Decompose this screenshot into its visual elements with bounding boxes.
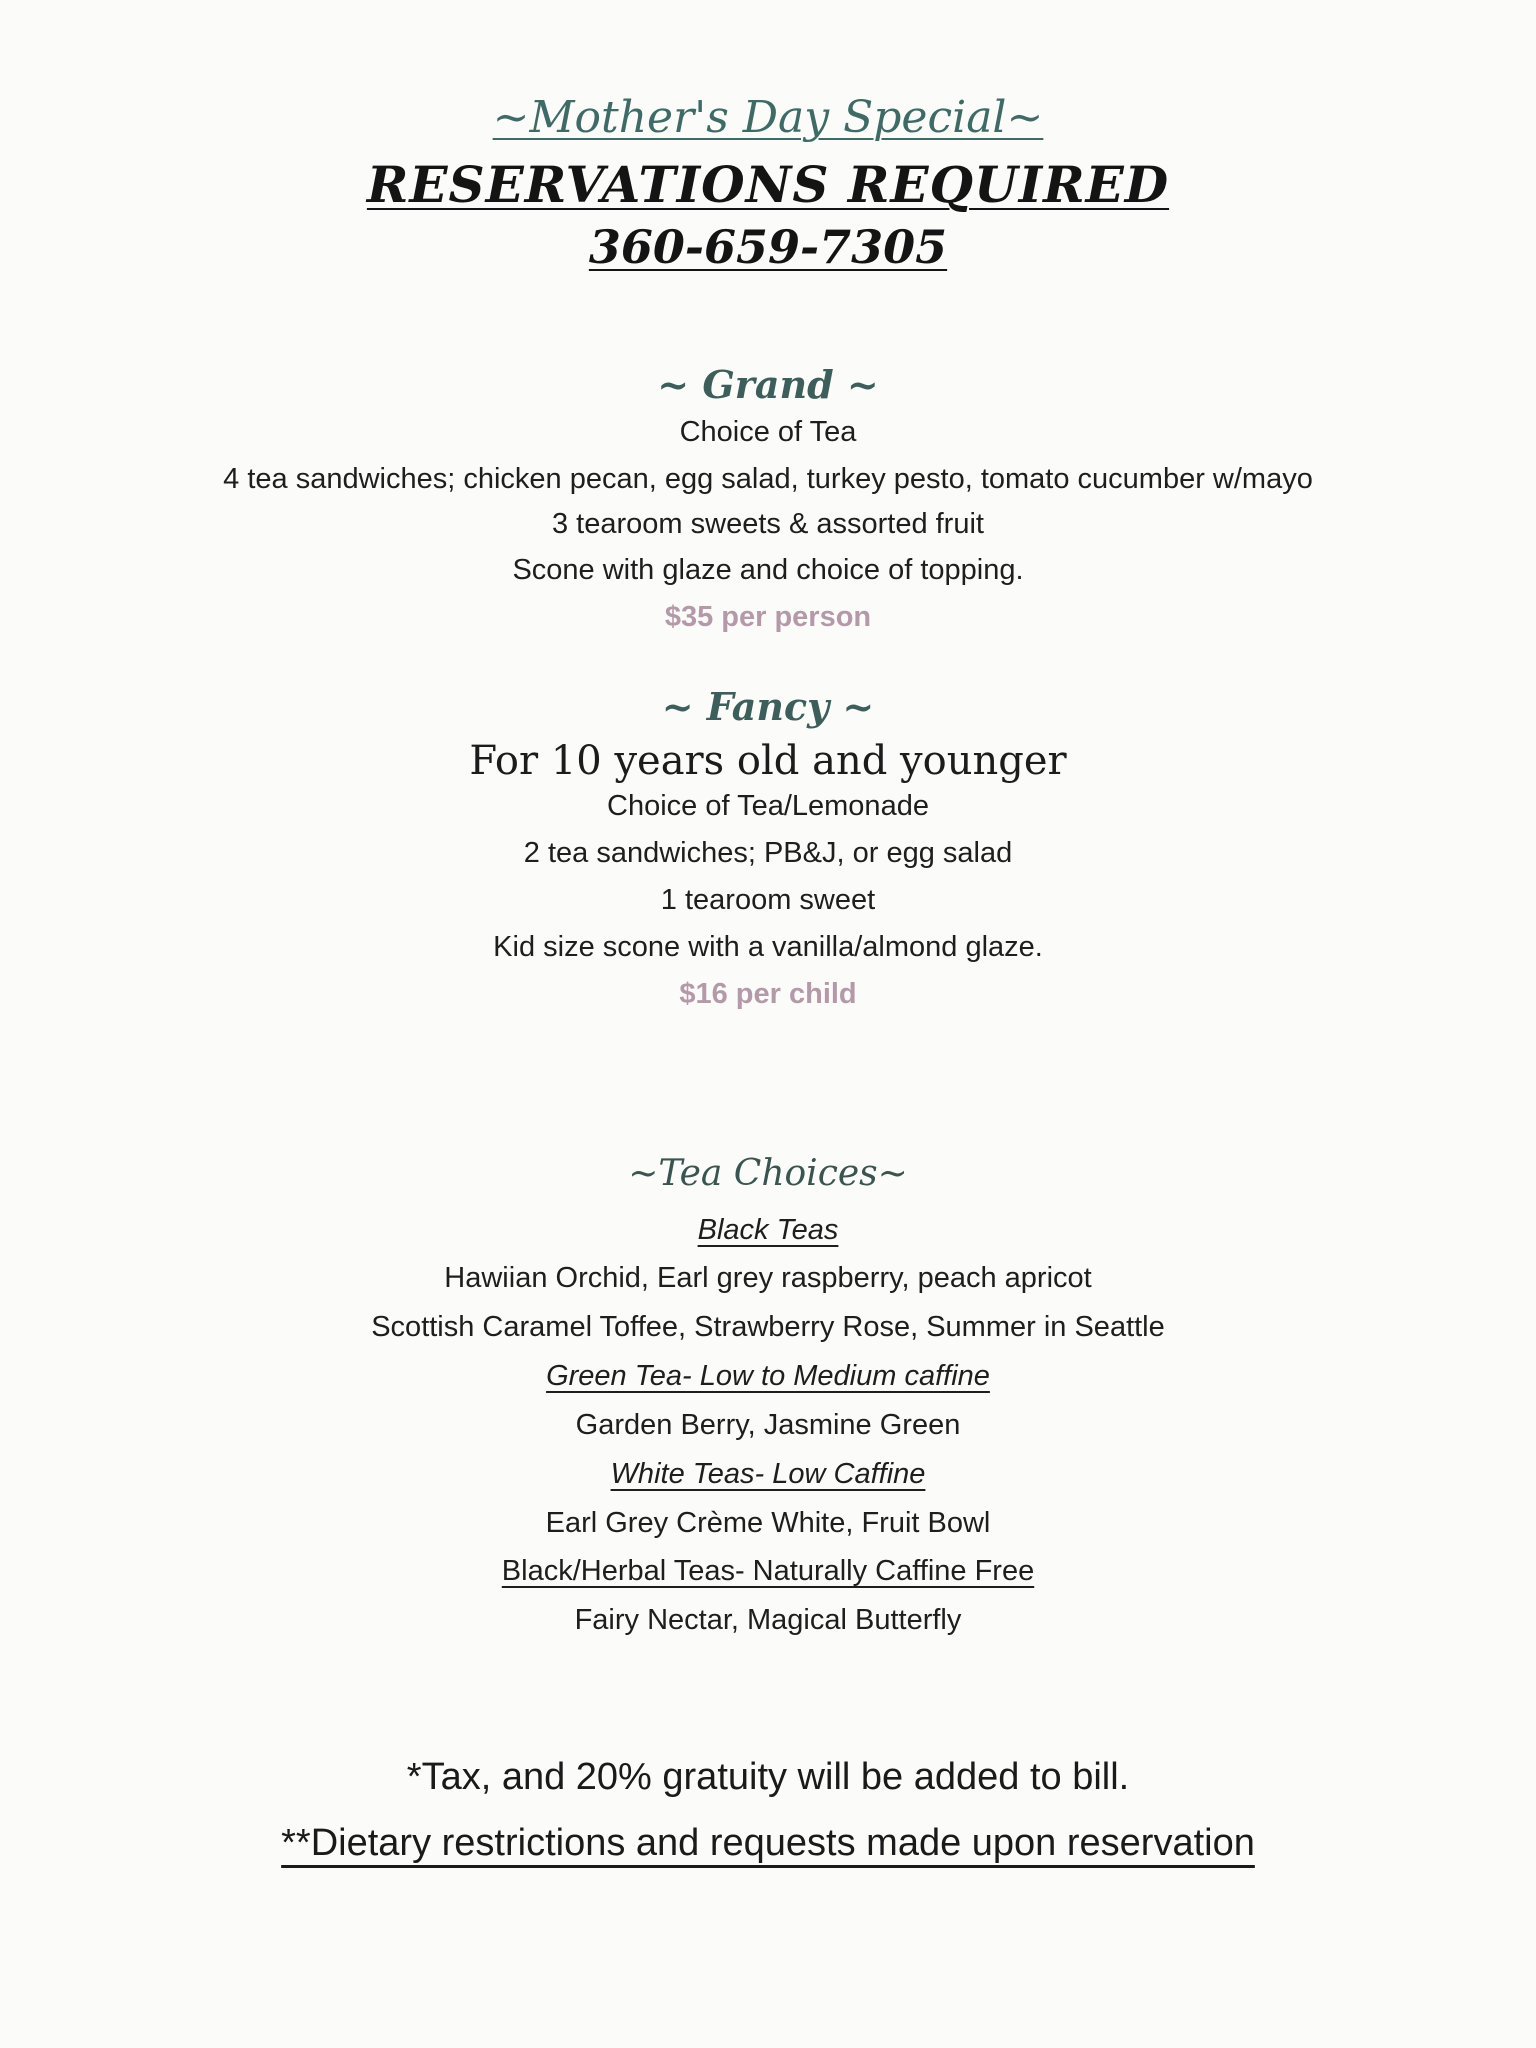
phone-number: 360-659-7305 — [588, 220, 948, 274]
grand-price: $35 per person — [664, 601, 872, 633]
grand-line-sweets: 3 tearoom sweets & assorted fruit — [552, 508, 984, 540]
fancy-price: $16 per child — [679, 978, 857, 1010]
herbal-teas-line: Fairy Nectar, Magical Butterfly — [574, 1604, 962, 1636]
grand-title: ~ Grand ~ — [657, 362, 879, 407]
fancy-title: ~ Fancy ~ — [661, 684, 875, 729]
white-teas-line: Earl Grey Crème White, Fruit Bowl — [545, 1507, 991, 1539]
fancy-line-scone: Kid size scone with a vanilla/almond glaze. — [493, 931, 1043, 963]
green-tea-line: Garden Berry, Jasmine Green — [575, 1409, 961, 1441]
reservations-required-heading: RESERVATIONS REQUIRED — [366, 155, 1170, 214]
tax-gratuity-note: *Tax, and 20% gratuity will be added to bill. — [406, 1756, 1130, 1798]
green-tea-heading: Green Tea- Low to Medium caffine — [546, 1360, 990, 1392]
dietary-note: **Dietary restrictions and requests made upon reservation — [281, 1822, 1255, 1864]
black-teas-heading: Black Teas — [697, 1214, 839, 1246]
black-teas-line-1: Hawiian Orchid, Earl grey raspberry, peach apricot — [444, 1262, 1092, 1294]
fancy-line-sweet: 1 tearoom sweet — [660, 884, 876, 916]
grand-line-tea: Choice of Tea — [679, 416, 857, 448]
mothers-day-heading: ~Mother's Day Special~ — [492, 92, 1044, 143]
black-teas-line-2: Scottish Caramel Toffee, Strawberry Rose, Summer in Seattle — [371, 1311, 1165, 1343]
fancy-subtitle: For 10 years old and younger — [469, 738, 1067, 784]
herbal-teas-heading: Black/Herbal Teas- Naturally Caffine Free — [501, 1555, 1035, 1587]
grand-line-sandwiches: 4 tea sandwiches; chicken pecan, egg salad, turkey pesto, tomato cucumber w/mayo — [223, 463, 1313, 495]
tea-choices-title: ~Tea Choices~ — [628, 1153, 908, 1194]
fancy-line-sandwiches: 2 tea sandwiches; PB&J, or egg salad — [523, 837, 1013, 869]
white-teas-heading: White Teas- Low Caffine — [610, 1458, 926, 1490]
grand-line-scone: Scone with glaze and choice of topping. — [512, 554, 1024, 586]
fancy-line-tea: Choice of Tea/Lemonade — [607, 790, 929, 822]
